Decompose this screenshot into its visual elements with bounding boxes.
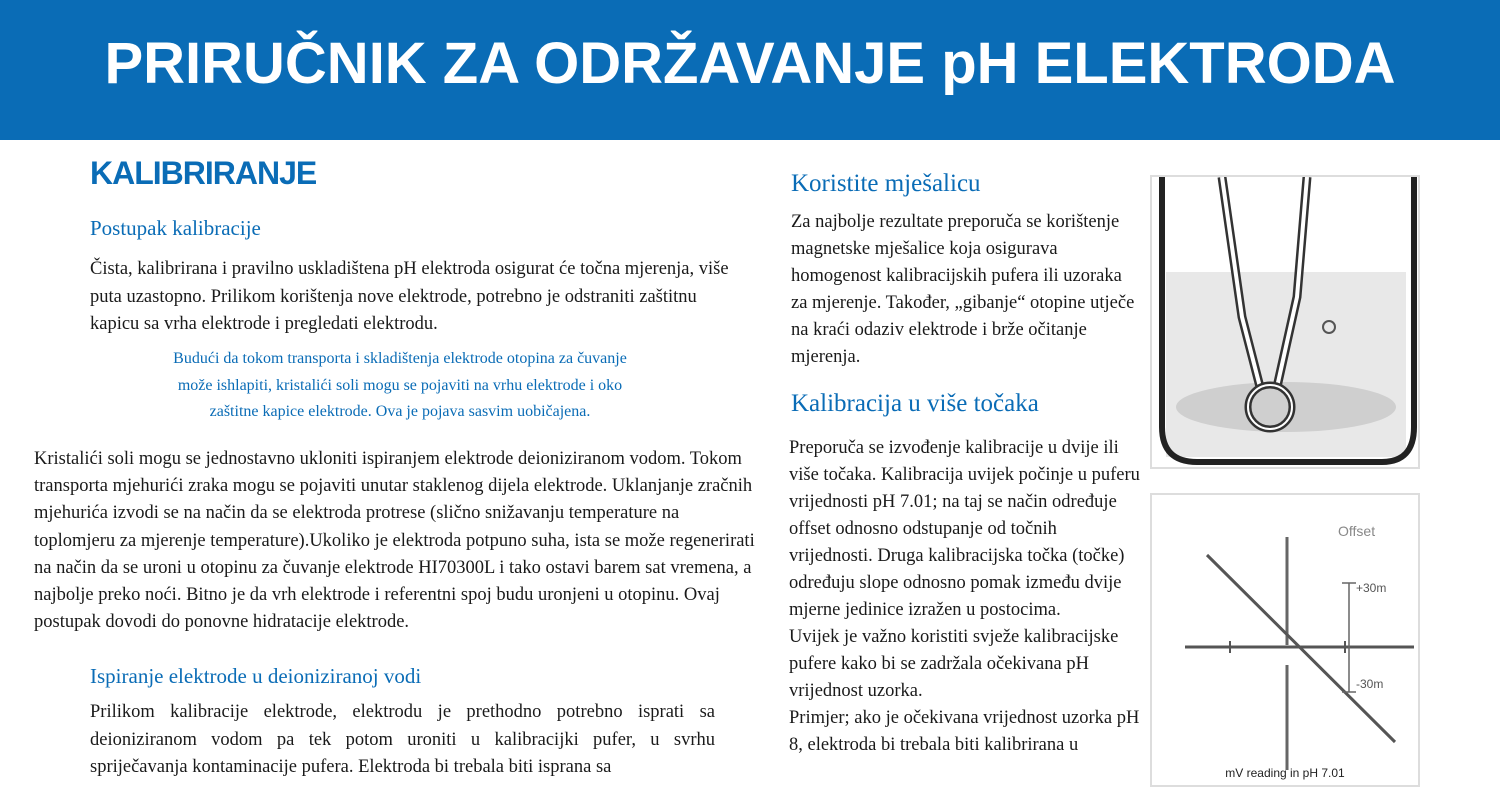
paragraph-text: Uvijek je važno koristiti svježe kalibracijske pufere kako bi se zadržala očekivana pH vrijednost uzorka. xyxy=(789,627,1119,701)
subheading-stirrer: Koristite mješalicu xyxy=(791,170,981,197)
paragraph: Za najbolje rezultate preporuča se korištenje magnetske mješalice koja osigurava homogenost kalibracijskih pufera ili uzoraka za mjerenje. Također, „gibanje“ otopine utječe na kraći odaziv elektrode i brže očitanje mjerenja. xyxy=(791,212,1135,367)
paragraph xyxy=(789,435,1141,759)
paragraph: Kristalići soli mogu se jednostavno ukloniti ispiranjem elektrode deioniziranom vodom. Tokom transporta mjehurići zraka mogu se pojaviti unutar staklenog dijela elektrode. Uklanjanje zračnih mjehurića izvodi se na način da se elektroda protrese (slično snižavanju temperature na toplomjeru za mjerenje temperature).Ukoliko je elektroda potpuno suha, ista se može regenerirati na način da se uroni u otopinu za čuvanje elektrode HI70300L i tako ostavi barem sat vremena, a najbolje preko noći. Bitno je da vrh elektrode i referentni spoj budu uronjeni u otopinu. Ovaj postupak dovodi do ponovne hidratacije elektrode. xyxy=(34,449,755,633)
paragraph-text: Preporuča se izvođenje kalibracije u dvije ili više točaka. Kalibracija uvijek počinje u puferu vrijednosti pH 7.01; na taj se način određuje offset odnosno odstupanje od točnih vrijednosti. Druga kalibracijska točka (točke) određuju slope odnosno pomak između dvije mjerne jedinice izražen u postocima. xyxy=(789,438,1140,620)
subheading-rinsing: Ispiranje elektrode u deioniziranoj vodi xyxy=(90,664,422,688)
section-heading: KALIBRIRANJE xyxy=(90,155,317,191)
subheading-calibration-procedure: Postupak kalibracije xyxy=(90,216,261,240)
plus-30mv-label: +30m xyxy=(1356,581,1387,595)
page-title: PRIRUČNIK ZA ODRŽAVANJE pH ELEKTRODA xyxy=(104,31,1396,96)
subheading-multipoint: Kalibracija u više točaka xyxy=(791,390,1039,417)
paragraph-text: Primjer; ako je očekivana vrijednost uzorka pH 8, elektroda bi trebala biti kalibrirana u xyxy=(789,708,1140,755)
paragraph: Prilikom kalibracije elektrode, elektrodu je prethodno potrebno isprati sa deioniziranom vodom pa tek potom uroniti u kalibracijki pufer, u svrhu spriječavanja kontaminacije pufera. Elektroda bi trebala biti isprana sa xyxy=(90,702,715,777)
figure-caption: mV reading in pH 7.01 xyxy=(1225,766,1345,780)
title-banner xyxy=(0,0,1500,140)
offset-graph-image xyxy=(1150,493,1420,787)
paragraph: Čista, kalibrirana i pravilno uskladištena pH elektroda osigurat će točna mjerenja, više puta uzastopno. Prilikom korištenja nove elektrode, potrebno je odstraniti zaštitnu kapicu sa vrha elektrode i pregledati elektrodu. xyxy=(90,259,729,334)
note: Budući da tokom transporta i skladištenja elektrode otopina za čuvanje može ishlapiti, kristalići soli mogu se pojaviti na vrhu elektrode i oko zaštitne kapice elektrode. Ova je pojava sasvim uobičajena. xyxy=(173,350,627,420)
electrode-beaker-image xyxy=(1150,175,1420,469)
minus-30mv-label: -30m xyxy=(1356,677,1384,691)
offset-label: Offset xyxy=(1338,523,1376,539)
